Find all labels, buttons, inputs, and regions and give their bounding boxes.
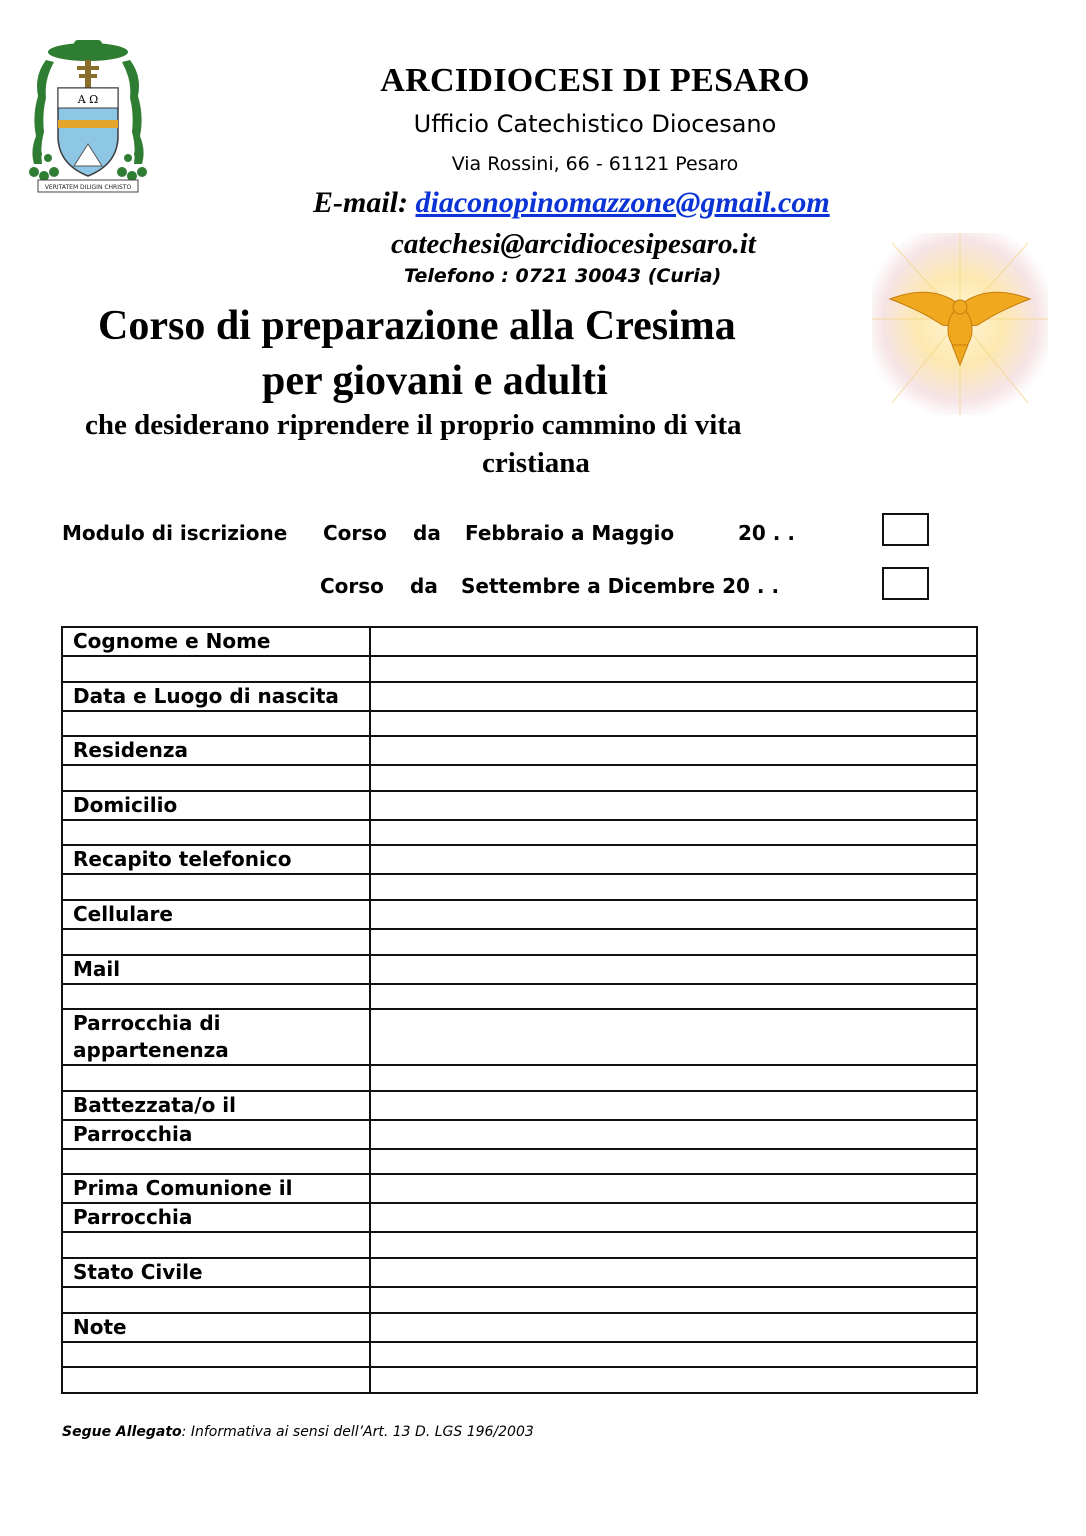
field-value-communion-parish[interactable] xyxy=(370,1203,977,1232)
field-label-mobile: Cellulare xyxy=(62,900,370,929)
table-row xyxy=(62,1258,977,1287)
table-row xyxy=(62,1313,977,1342)
table-row xyxy=(62,984,977,1010)
table-row xyxy=(62,1342,977,1368)
registration-form-table xyxy=(61,626,978,1394)
office-name: Ufficio Catechistico Diocesano xyxy=(413,110,777,138)
registration-label: Modulo di iscrizione xyxy=(62,521,288,545)
table-row xyxy=(62,874,977,900)
table-row xyxy=(62,1120,977,1149)
course-title-line1: Corso di preparazione alla Cresima xyxy=(98,303,736,349)
field-label-mail: Mail xyxy=(62,955,370,984)
table-row xyxy=(62,656,977,682)
field-value-baptized[interactable] xyxy=(370,1091,977,1120)
table-row xyxy=(62,929,977,955)
secondary-email: catechesi@arcidiocesipesaro.it xyxy=(391,228,756,260)
course-title-line2: per giovani e adulti xyxy=(262,358,608,404)
field-value-residence[interactable] xyxy=(370,736,977,765)
field-value-birth[interactable] xyxy=(370,682,977,711)
table-row xyxy=(62,1009,977,1065)
table-row xyxy=(62,845,977,874)
table-row xyxy=(62,1203,977,1232)
field-value-mobile[interactable] xyxy=(370,900,977,929)
address: Via Rossini, 66 - 61121 Pesaro xyxy=(451,153,739,175)
field-label-phone: Recapito telefonico xyxy=(62,845,370,874)
table-row xyxy=(62,791,977,820)
field-value-parish[interactable] xyxy=(370,1009,977,1065)
footer-text: : Informativa ai sensi dell’Art. 13 D. LGS 196/2003 xyxy=(181,1424,534,1440)
field-label-baptized: Battezzata/o il xyxy=(62,1091,370,1120)
course-subtitle-line1: che desiderano riprendere il proprio cammino di vita xyxy=(85,409,742,441)
field-label-name: Cognome e Nome xyxy=(62,627,370,656)
field-label-baptism-parish: Parrocchia xyxy=(62,1120,370,1149)
email-line xyxy=(313,186,830,220)
email-label: E-mail: xyxy=(313,186,408,219)
organization-title: ARCIDIOCESI DI PESARO xyxy=(380,62,810,99)
field-label-civil-status: Stato Civile xyxy=(62,1258,370,1287)
crest-motto: VERITATEM DILIGIN CHRISTO xyxy=(44,184,132,191)
field-label-communion: Prima Comunione il xyxy=(62,1174,370,1203)
field-value-baptism-parish[interactable] xyxy=(370,1120,977,1149)
option1-da: da xyxy=(413,521,441,545)
option1-corso: Corso xyxy=(323,521,387,545)
option2-da: da xyxy=(410,574,438,598)
field-value-domicile[interactable] xyxy=(370,791,977,820)
table-row xyxy=(62,1367,977,1393)
footer-label: Segue Allegato xyxy=(62,1424,182,1440)
option2-corso: Corso xyxy=(320,574,384,598)
table-row xyxy=(62,1065,977,1091)
holy-spirit-dove-image xyxy=(872,233,1048,415)
option1-period: Febbraio a Maggio xyxy=(465,521,675,545)
table-row xyxy=(62,736,977,765)
field-label-parish: Parrocchia di appartenenza xyxy=(62,1009,370,1065)
field-label-birth: Data e Luogo di nascita xyxy=(62,682,370,711)
table-row xyxy=(62,820,977,846)
table-row xyxy=(62,1232,977,1258)
option1-year: 20 . . xyxy=(738,521,795,545)
table-row xyxy=(62,1091,977,1120)
table-row xyxy=(62,900,977,929)
field-value-mail[interactable] xyxy=(370,955,977,984)
table-row xyxy=(62,682,977,711)
field-label-communion-parish: Parrocchia xyxy=(62,1203,370,1232)
field-value-phone[interactable] xyxy=(370,845,977,874)
table-row xyxy=(62,627,977,656)
course-subtitle-line2: cristiana xyxy=(482,447,590,479)
table-row xyxy=(62,1174,977,1203)
field-value-notes[interactable] xyxy=(370,1313,977,1342)
option1-checkbox[interactable] xyxy=(882,513,929,546)
field-label-domicile: Domicilio xyxy=(62,791,370,820)
table-row xyxy=(62,1287,977,1313)
table-row xyxy=(62,955,977,984)
field-label-residence: Residenza xyxy=(62,736,370,765)
field-value-civil-status[interactable] xyxy=(370,1258,977,1287)
table-row xyxy=(62,711,977,737)
table-row xyxy=(62,765,977,791)
phone: Telefono : 0721 30043 (Curia) xyxy=(404,265,722,287)
email-link[interactable]: diaconopinomazzone@gmail.com xyxy=(415,186,830,219)
field-value-name[interactable] xyxy=(370,627,977,656)
field-value-communion[interactable] xyxy=(370,1174,977,1203)
table-row xyxy=(62,1149,977,1175)
field-label-notes: Note xyxy=(62,1313,370,1342)
option2-checkbox[interactable] xyxy=(882,567,929,600)
option2-period: Settembre a Dicembre 20 . . xyxy=(461,574,780,598)
crest-letters: Α Ω xyxy=(77,93,99,106)
footer-note xyxy=(62,1424,534,1440)
